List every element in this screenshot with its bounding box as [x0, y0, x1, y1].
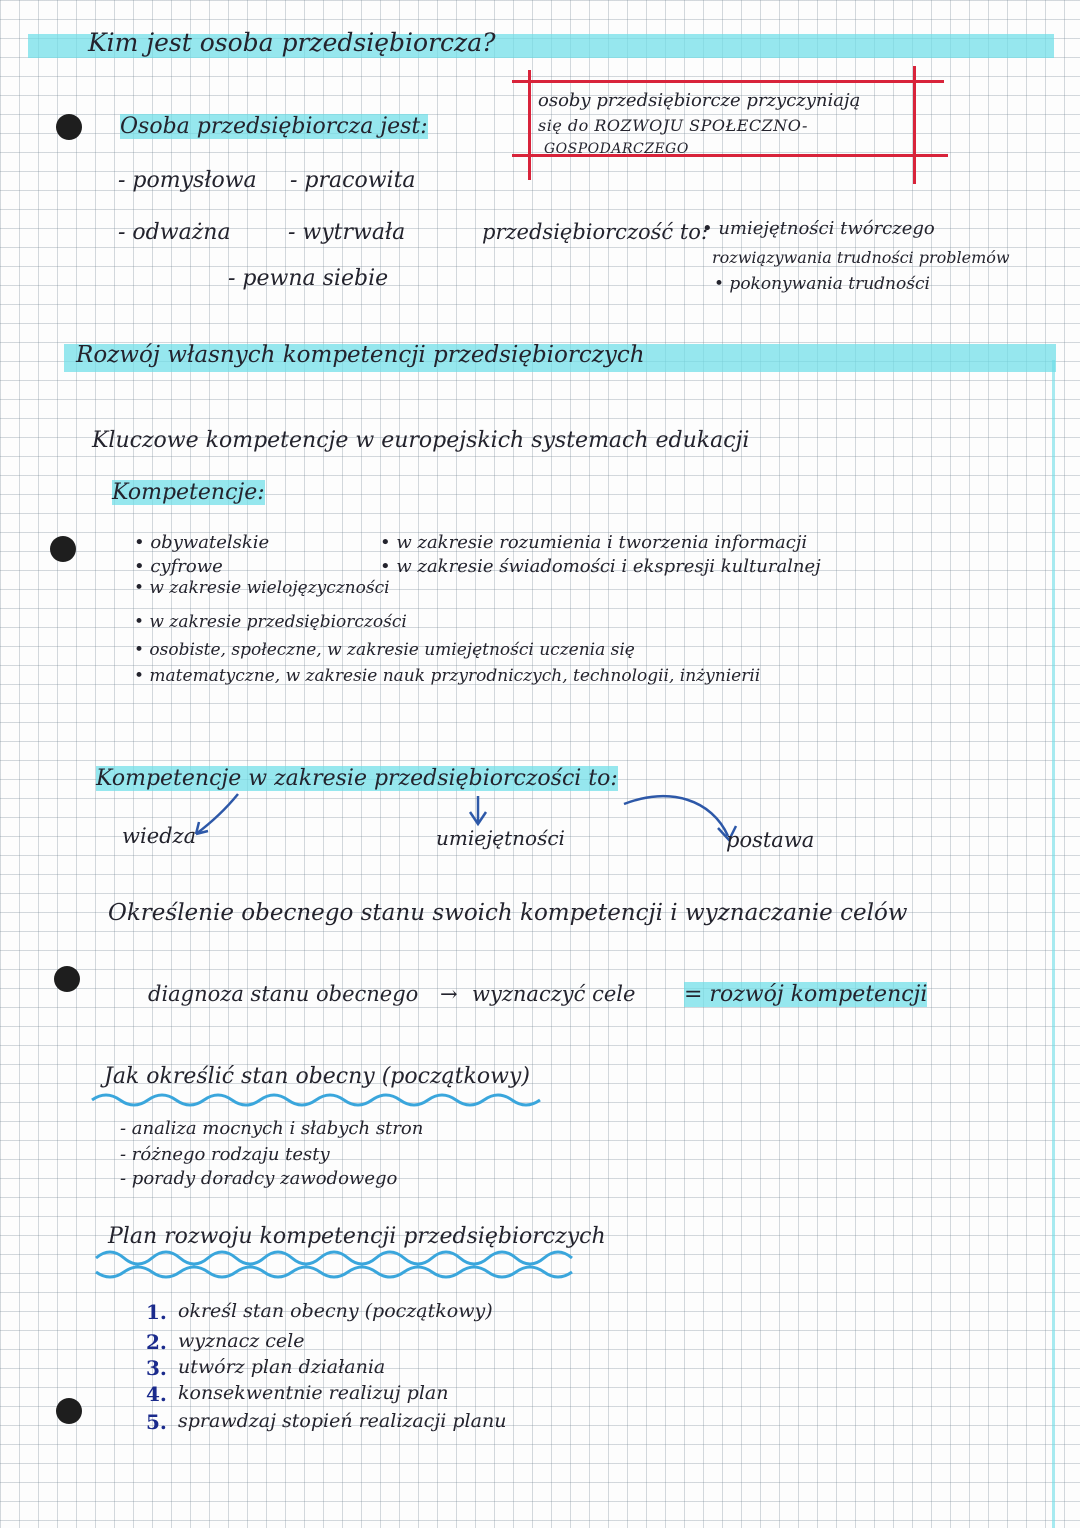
intro-label: Osoba przedsiębiorcza jest: [120, 114, 428, 139]
diagnosis-step: diagnoza stanu obecnego [148, 982, 419, 1006]
assess-item: - różnego rodzaju testy [120, 1144, 330, 1165]
definition-term: przedsiębiorczość to: [482, 220, 709, 244]
competence-item: • w zakresie przedsiębiorczości [134, 612, 407, 632]
branch-attitude: postawa [726, 828, 815, 852]
competence-item: • cyfrowe [134, 556, 223, 577]
plan-step: utwórz plan działania [178, 1356, 386, 1378]
section-title: Rozwój własnych kompetencji przedsiębiorczych [76, 342, 645, 368]
wave-plan-1 [96, 1252, 572, 1264]
competence-item: • w zakresie świadomości i ekspresji kulturalnej [380, 556, 821, 577]
assess-item: - analiza mocnych i słabych stron [120, 1118, 424, 1139]
page-title: Kim jest osoba przedsiębiorcza? [88, 28, 496, 57]
competence-item: • w zakresie wielojęzyczności [134, 578, 390, 598]
plan-step: określ stan obecny (początkowy) [178, 1300, 493, 1322]
definition-item: • umiejętności twórczego [702, 218, 935, 239]
definition-item: rozwiązywania trudności problemów [712, 248, 1010, 267]
assess-item: - porady doradcy zawodowego [120, 1168, 398, 1189]
step-number: 4. [146, 1382, 167, 1406]
plan-step: sprawdzaj stopień realizacji planu [178, 1410, 507, 1432]
wave-assess [92, 1095, 540, 1105]
definition-item: • pokonywania trudności [714, 274, 930, 294]
note-line: osoby przedsiębiorcze przyczyniają [538, 90, 861, 111]
plan-title: Plan rozwoju kompetencji przedsiębiorczych [108, 1224, 606, 1249]
goals-step: wyznaczyć cele [472, 982, 636, 1006]
trait-item: - pracowita [290, 168, 416, 193]
plan-step: wyznacz cele [178, 1330, 305, 1352]
step-number: 5. [146, 1410, 167, 1434]
branch-knowledge: wiedza [122, 824, 197, 848]
result-text: = rozwój kompetencji [684, 982, 928, 1007]
branch-skills: umiejętności [436, 826, 565, 850]
competence-item: • matematyczne, w zakresie nauk przyrodniczych, technologii, inżynierii [134, 666, 761, 686]
step-number: 3. [146, 1356, 167, 1380]
competences-label: Kompetencje: [112, 480, 265, 505]
note-line: się do ROZWOJU SPOŁECZNO- [538, 116, 808, 135]
competence-item: • osobiste, społeczne, w zakresie umiejętności uczenia się [134, 640, 635, 660]
enterprise-label: Kompetencje w zakresie przedsiębiorczości to: [96, 766, 618, 791]
goals-title: Określenie obecnego stanu swoich kompetencji i wyznaczanie celów [108, 900, 908, 926]
step-number: 2. [146, 1330, 167, 1354]
trait-item: - pewna siebie [228, 266, 389, 291]
note-line: GOSPODARCZEGO [544, 141, 689, 157]
section-subtitle: Kluczowe kompetencje w europejskich systemach edukacji [92, 428, 750, 453]
competence-item: • obywatelskie [134, 532, 270, 553]
plan-step: konsekwentnie realizuj plan [178, 1382, 449, 1404]
assess-title: Jak określić stan obecny (początkowy) [104, 1064, 530, 1089]
competence-item: • w zakresie rozumienia i tworzenia informacji [380, 532, 808, 553]
trait-item: - pomysłowa [118, 168, 257, 193]
trait-item: - odważna [118, 220, 231, 245]
arrow-symbol: → [440, 982, 458, 1006]
step-number: 1. [146, 1300, 167, 1324]
trait-item: - wytrwała [288, 220, 406, 245]
wave-plan-2 [96, 1267, 572, 1277]
